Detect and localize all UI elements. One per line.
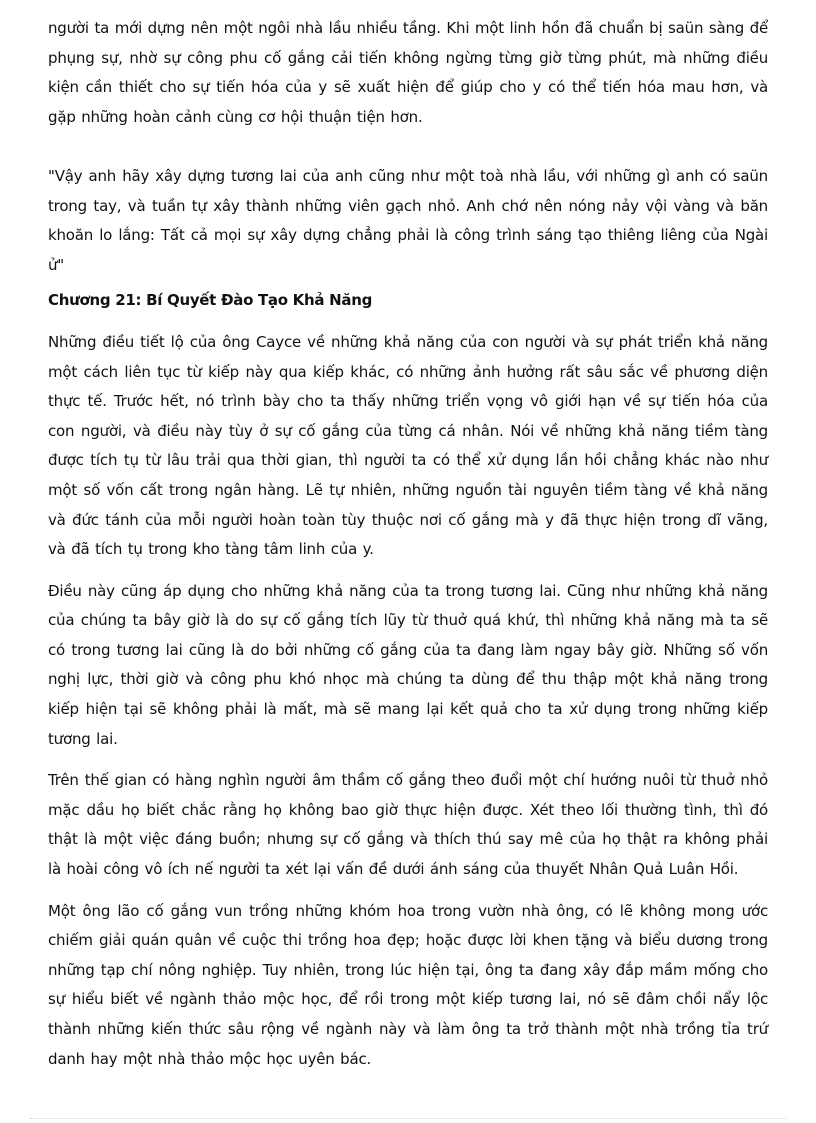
paragraph-body-4: Một ông lão cố gắng vun trồng những khóm hoa trong vườn nhà ông, có lẽ không mong ước chiếm giải quán quân về cuộc thi trồng hoa đẹp; hoặc được lời khen tặng và biểu dương trong những tạp chí nông nghiệp. Tuy nhiên, trong lúc hiện tại, ông ta đang xây đắp mầm mống cho sự hiểu biết về ngành thảo mộc học, để rồi trong một kiếp tương lai, nó sẽ đâm chồi nẩy lộc thành những kiến thức sâu rộng về ngành này và làm ông ta trở thành một nhà trồng tỉa trứ danh hay một nhà thảo mộc học uyên bác.: [48, 901, 768, 1068]
paragraph-body-3: Trên thế gian có hàng nghìn người âm thầm cố gắng theo đuổi một chí hướng nuôi từ thuở nhỏ mặc dầu họ biết chắc rằng họ không bao giờ thực hiện được. Xét theo lối thường tình, thì đó thật là một việc đáng buồn; nhưng sự cố gắng và thích thú say mê của họ thật ra không phải là hoài công vô ích nế người ta xét lại vấn đề dưới ánh sáng của thuyết Nhân Quả Luân Hồi.: [48, 771, 768, 879]
paragraph-body-2: Điều này cũng áp dụng cho những khả năng của ta trong tương lai. Cũng như những khả năng của chúng ta bây giờ là do sự cố gắng tích lũy từ thuở quá khứ, thì những khả năng mà ta sẽ có trong tương lai cũng là do bởi những cố gắng của ta đang làm ngay bây giờ. Những số vốn nghị lực, thời giờ và công phu khó nhọc mà chúng ta dùng để thu thập một khả năng trong kiếp hiện tại sẽ không phải là mất, mà sẽ mang lại kết quả cho ta xử dụng trong những kiếp tương lai.: [48, 581, 768, 748]
paragraph-quote: "Vậy anh hãy xây dựng tương lai của anh cũng như một toà nhà lầu, với những gì anh có saün trong tay, và tuần tự xây thành những viên gạch nhỏ. Anh chớ nên nóng nảy vội vàng và băn khoăn lo lắng: Tất cả mọi sự xây dựng chẳng phải là công trình sáng tạo thiêng liêng của Ngài ử": [48, 166, 768, 274]
document-page: [48, 14, 768, 1074]
paragraph-body-1: Những điều tiết lộ của ông Cayce về những khả năng của con người và sự phát triển khả năng một cách liên tục từ kiếp này qua kiếp khác, có những ảnh hưởng rất sâu sắc về phương diện thực tế. Trước hết, nó trình bày cho ta thấy những triển vọng vô giới hạn về sự tiến hóa của con người, và điều này tùy ở sự cố gắng của từng cá nhân. Nói về những khả năng tiềm tàng được tích tụ từ lâu trải qua thời gian, thì người ta có thể xử dụng lần hồi chẳng khác nào như một số vốn cất trong ngân hàng. Lẽ tự nhiên, những nguồn tài nguyên tiềm tàng về khả năng và đức tánh của mỗi người hoàn toàn tùy thuộc nơi cố gắng mà y đã thực hiện trong dĩ vãng, và đã tích tụ trong kho tàng tâm linh của y.: [48, 332, 768, 559]
page-bottom-divider: [30, 1118, 786, 1119]
paragraph-intro: người ta mới dựng nên một ngôi nhà lầu nhiều tầng. Khi một linh hồn đã chuẩn bị saün sàng để phụng sự, nhờ sự công phu cố gắng cải tiến không ngừng từng giờ từng phút, mà những điều kiện cần thiết cho sự tiến hóa của y sẽ xuất hiện để giúp cho y có thể tiến hóa mau hơn, và gặp những hoàn cảnh cùng cơ hội thuận tiện hơn.: [48, 19, 768, 126]
chapter-heading: Chương 21: Bí Quyết Đào Tạo Khả Năng: [48, 291, 373, 310]
